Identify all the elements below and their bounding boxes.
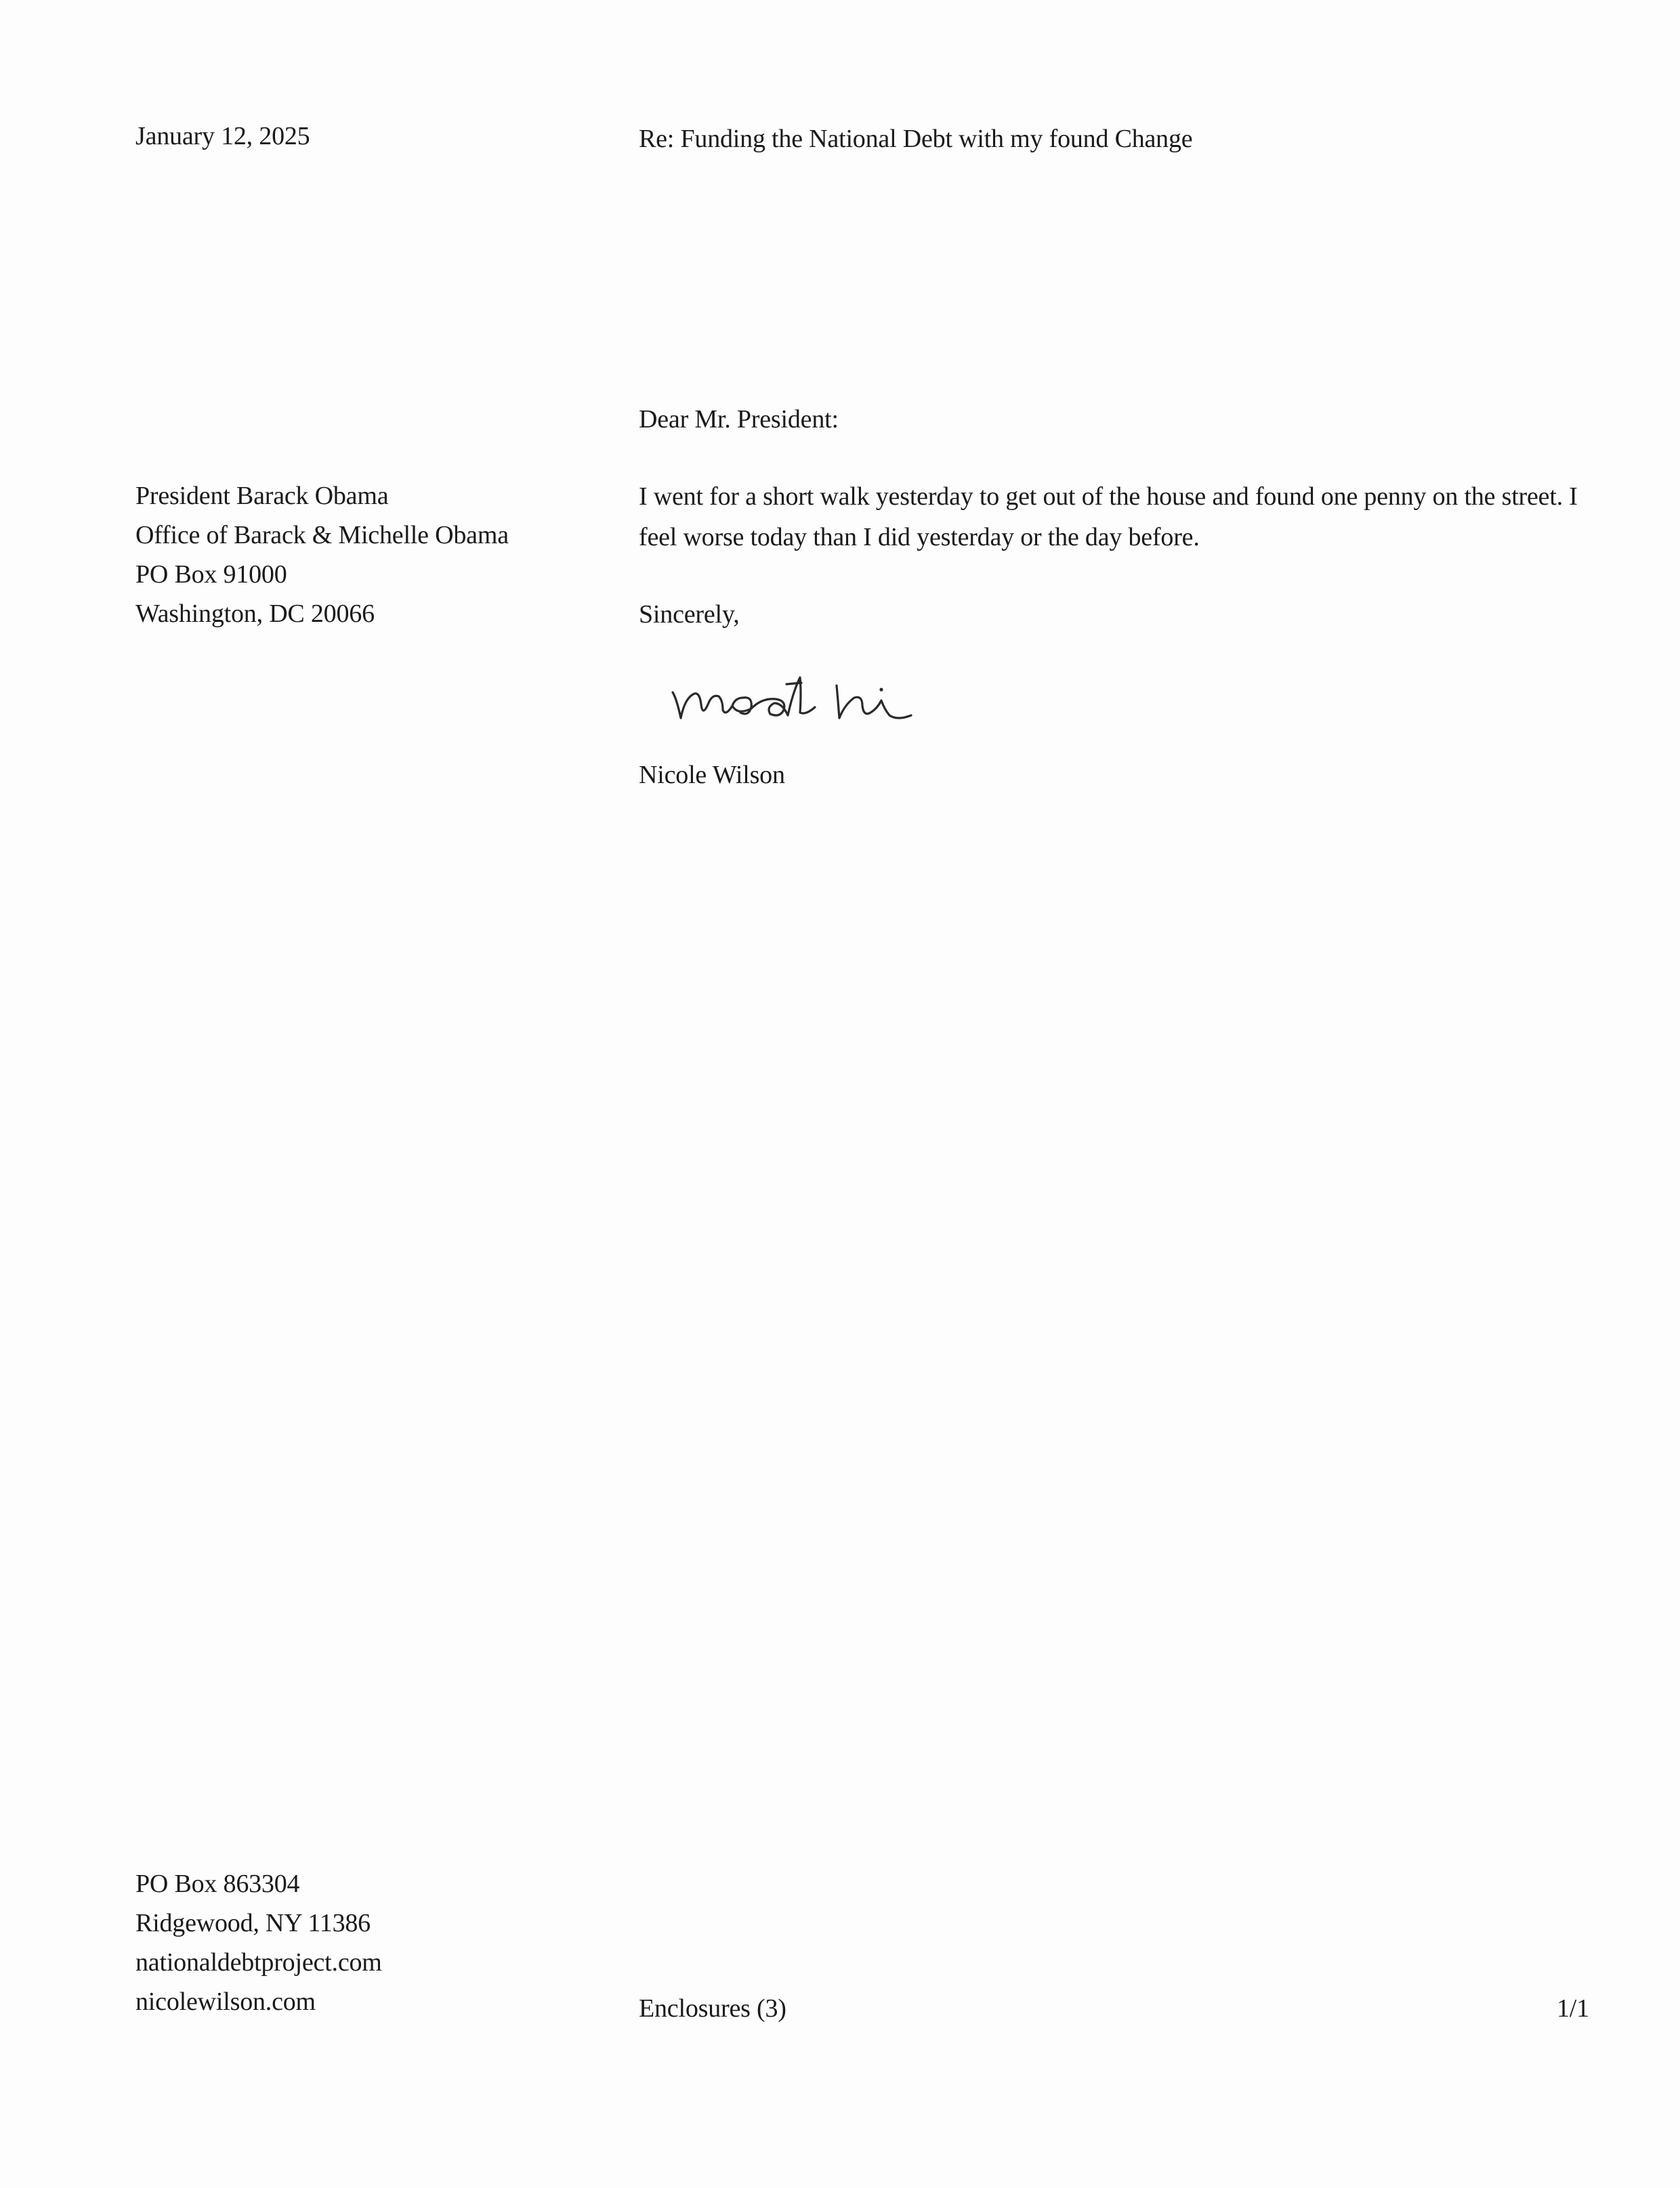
recipient-address [135, 476, 509, 633]
page-number: 1/1 [1557, 1994, 1589, 2023]
recipient-line: Office of Barack & Michelle Obama [135, 521, 509, 549]
sender-address [135, 1864, 382, 2021]
sender-line: Ridgewood, NY 11386 [135, 1909, 371, 1937]
letter-subject: Re: Funding the National Debt with my found Change [639, 125, 1193, 153]
recipient-line: PO Box 91000 [135, 560, 287, 589]
letter-date: January 12, 2025 [135, 122, 310, 150]
recipient-line: Washington, DC 20066 [135, 599, 375, 628]
enclosures-note: Enclosures (3) [639, 1994, 786, 2023]
sender-line: PO Box 863304 [135, 1870, 300, 1898]
closing: Sincerely, [639, 600, 740, 629]
recipient-line: President Barack Obama [135, 482, 389, 510]
signer-name: Nicole Wilson [639, 761, 785, 789]
handwritten-signature [667, 650, 1020, 732]
sender-website: nationaldebtproject.com [135, 1948, 382, 1977]
salutation: Dear Mr. President: [639, 405, 839, 434]
sender-website: nicolewilson.com [135, 1987, 316, 2016]
letter-body: I went for a short walk yesterday to get out of the house and found one penny on the street. I feel worse today than I did yesterday or the day before. [639, 482, 1578, 551]
